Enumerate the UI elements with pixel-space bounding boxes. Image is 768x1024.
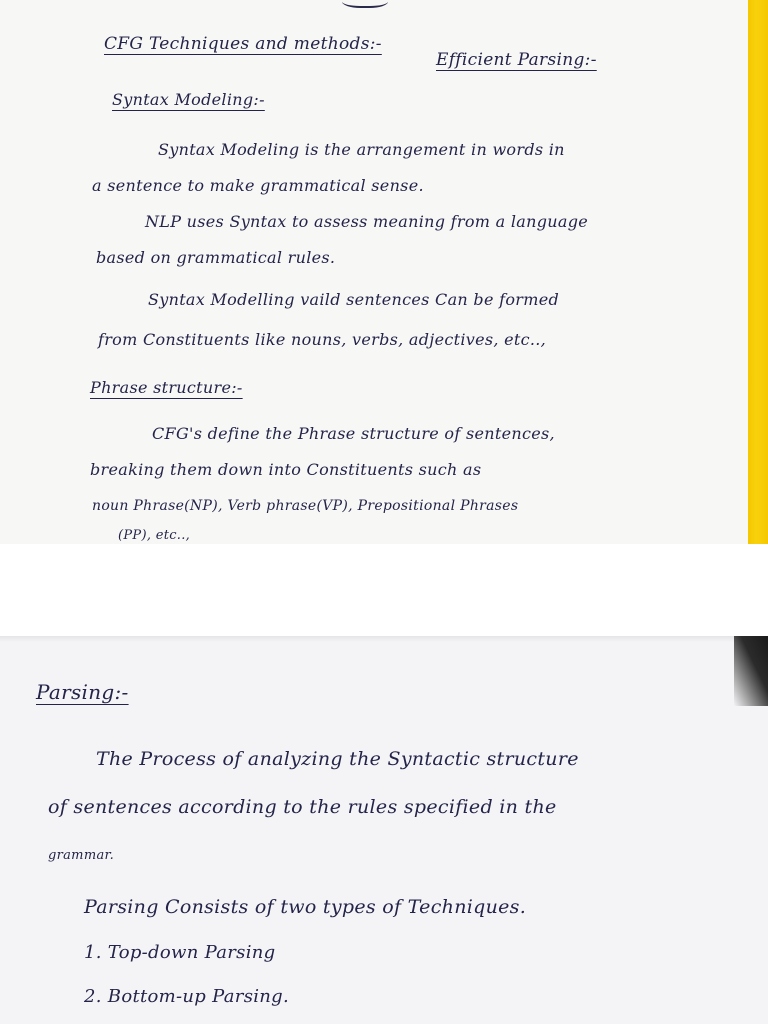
syntax-modeling-title: Syntax Modeling:- (112, 90, 265, 109)
text-line-7: CFG's define the Phrase structure of sentences, (152, 424, 555, 443)
text-line-2: a sentence to make grammatical sense. (92, 176, 424, 195)
header-techniques: CFG Techniques and methods:- (104, 34, 382, 54)
text-line-5: Syntax Modelling vaild sentences Can be formed (148, 290, 560, 309)
parsing-line-3: grammar. (48, 848, 115, 863)
text-line-8: breaking them down into Constituents such as (90, 460, 482, 479)
parsing-line-6: 2. Bottom-up Parsing. (84, 986, 290, 1007)
text-line-9: noun Phrase(NP), Verb phrase(VP), Prepositional Phrases (92, 498, 519, 514)
notebook-page-bottom (0, 636, 768, 1024)
text-line-3: NLP uses Syntax to assess meaning from a language (145, 212, 589, 231)
parsing-line-2: of sentences according to the rules specified in the (48, 796, 557, 818)
text-line-6: from Constituents like nouns, verbs, adjectives, etc.., (98, 330, 547, 349)
ink-mark (342, 0, 388, 8)
parsing-line-4: Parsing Consists of two types of Techniques. (84, 896, 527, 918)
parsing-line-5: 1. Top-down Parsing (84, 942, 276, 963)
parsing-title: Parsing:- (36, 680, 129, 704)
text-line-10: (PP), etc.., (118, 528, 191, 543)
phrase-structure-title: Phrase structure:- (90, 378, 243, 397)
text-line-1: Syntax Modeling is the arrangement in words in (158, 140, 565, 159)
header-efficient-parsing: Efficient Parsing:- (436, 50, 597, 70)
parsing-line-1: The Process of analyzing the Syntactic structure (96, 748, 579, 770)
page-gap (0, 544, 768, 636)
text-line-4: based on grammatical rules. (96, 248, 336, 267)
